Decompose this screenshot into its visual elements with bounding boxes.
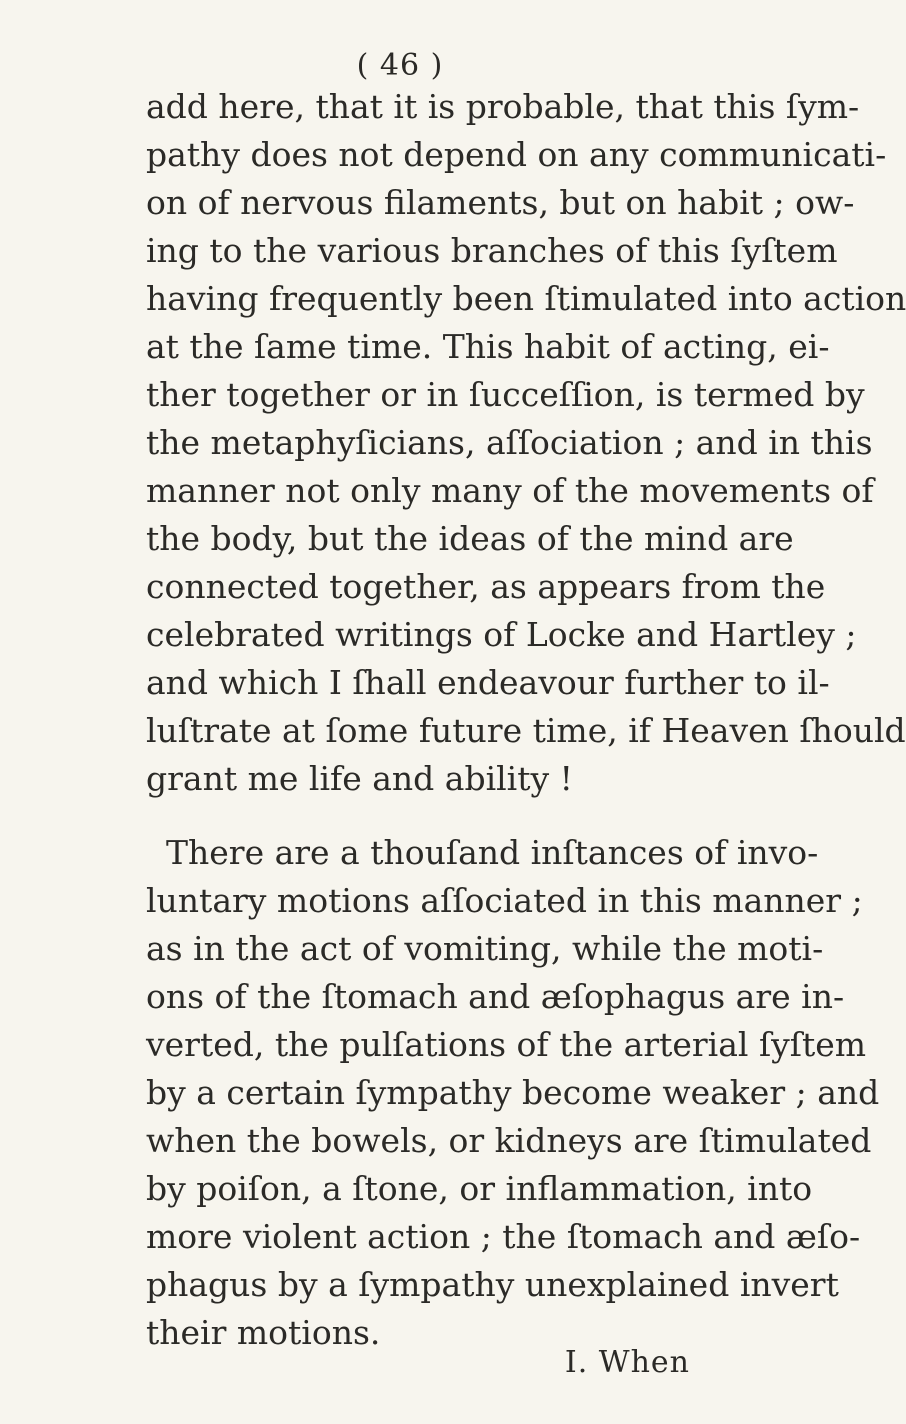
text-line: and which I ſhall endeavour further to il- [146, 663, 830, 702]
text-line: the metaphyſicians, aſſociation ; and in this [146, 423, 873, 462]
text-line: when the bowels, or kidneys are ſtimulated [146, 1121, 872, 1160]
text-line: having frequently been ſtimulated into action [146, 279, 906, 318]
text-line: celebrated writings of Locke and Hartley ; [146, 615, 857, 654]
text-line: by a certain ſympathy become weaker ; and [146, 1073, 880, 1112]
text-line: connected together, as appears from the [146, 567, 826, 606]
text-line: grant me life and ability ! [146, 759, 573, 798]
text-line: as in the act of vomiting, while the moti- [146, 929, 824, 968]
text-line: verted, the pulſations of the arterial ſyſtem [146, 1025, 867, 1064]
page-number: ( 46 ) [356, 48, 444, 83]
text-line: ther together or in ſucceſſion, is termed by [146, 375, 865, 414]
text-line: more violent action ; the ſtomach and æſo- [146, 1217, 861, 1256]
text-line: their motions. [146, 1313, 381, 1352]
text-line: by poiſon, a ſtone, or inflammation, into [146, 1169, 813, 1208]
text-line: at the ſame time. This habit of acting, ei- [146, 327, 830, 366]
text-line: ing to the various branches of this ſyſtem [146, 231, 838, 270]
text-line: ons of the ſtomach and æſophagus are in- [146, 977, 845, 1016]
text-line: phagus by a ſympathy unexplained invert [146, 1265, 839, 1304]
text-line: pathy does not depend on any communicati- [146, 135, 887, 174]
text-line: on of nervous filaments, but on habit ; ow- [146, 183, 855, 222]
text-line: luſtrate at ſome future time, if Heaven ſhould [146, 711, 906, 750]
text-line: manner not only many of the movements of [146, 471, 874, 510]
text-line: the body, but the ideas of the mind are [146, 519, 794, 558]
text-line: luntary motions aſſociated in this manner ; [146, 881, 863, 920]
text-line: add here, that it is probable, that this ſym- [146, 87, 860, 126]
catchword: I. When [564, 1345, 690, 1380]
text-line: There are a thouſand inſtances of invo- [166, 833, 819, 872]
